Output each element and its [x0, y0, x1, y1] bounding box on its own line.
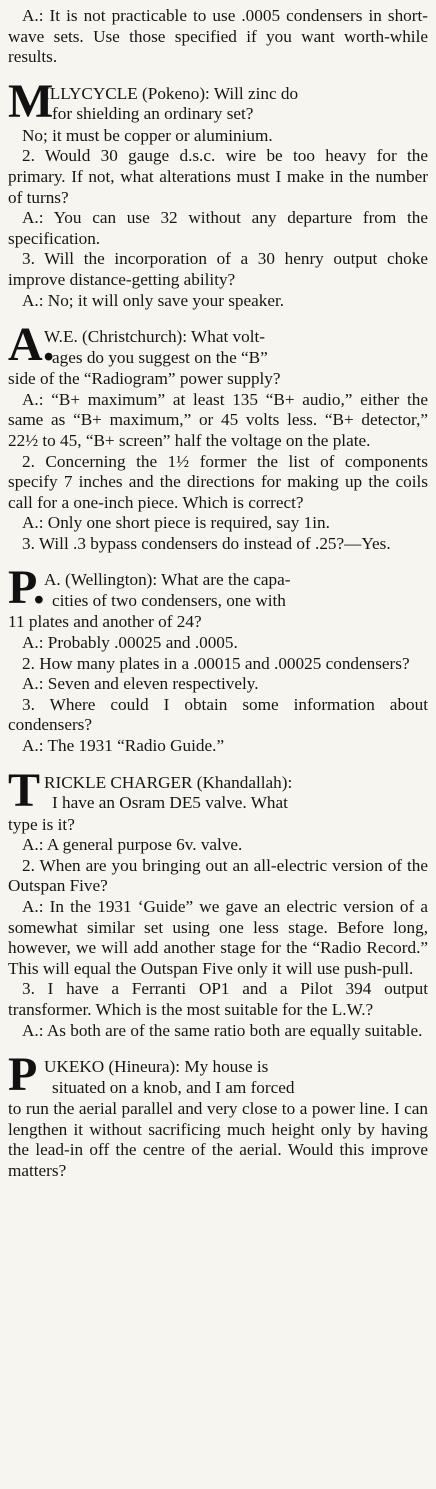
query-heading [8, 1048, 428, 1102]
query-heading-line2: ages do you suggest on the “B” [52, 347, 268, 367]
query-heading-line2: for shielding an ordinary set? [52, 104, 254, 124]
section-trickle-charger [8, 763, 428, 1042]
query-heading [8, 561, 428, 615]
query-heading-line1: UKEKO (Hineura): My house is [44, 1057, 269, 1077]
query-heading [8, 763, 428, 817]
query-heading-line2: situated on a knob, and I am forced [52, 1077, 295, 1097]
question-paragraph: 3. Will .3 bypass condensers do instead of .25?—Yes. [22, 533, 391, 553]
drop-cap: T [8, 763, 41, 817]
drop-cap: P. [8, 561, 45, 615]
section-pukeko [8, 1048, 428, 1181]
section-pa [8, 561, 428, 756]
section-awe [8, 318, 428, 554]
answer-paragraph: A.: “B+ maximum” at least 135 “B+ audio,” either the same as “B+ maximum,” or 45 volts less. “B+ detector,” 22½ to 45, “B+ screen” half the voltage on the plate. [8, 389, 428, 450]
answer-paragraph: A.: Seven and eleven respectively. [22, 674, 259, 694]
question-paragraph: 11 plates and another of 24? [8, 612, 202, 632]
answer-paragraph: A.: A general purpose 6v. valve. [22, 835, 243, 855]
question-paragraph: 3. I have a Ferranti OP1 and a Pilot 394 output transformer. Which is the most suitable for the L.W.? [8, 979, 428, 1019]
question-paragraph: 2. When are you bringing out an all-electric version of the Outspan Five? [8, 855, 428, 896]
query-heading-line1: A. (Wellington): What are the capa- [44, 570, 291, 590]
answer-paragraph: A.: The 1931 “Radio Guide.” [22, 736, 225, 756]
answer-paragraph: A.: Probably .00025 and .0005. [22, 633, 238, 653]
query-heading [8, 74, 428, 128]
answer-paragraph: A.: You can use 32 without any departure from the specification. [8, 208, 428, 248]
question-paragraph: 2. How many plates in a .00015 and .00025 condensers? [22, 653, 410, 673]
section-millycycle [8, 74, 428, 311]
question-paragraph: to run the aerial parallel and very close to a power line. I can lengthen it without sacrificing much height only by having the lead-in off the centre of the aerial. Would this improve matters? [8, 1099, 428, 1180]
answer-paragraph: A.: Only one short piece is required, say 1in. [22, 513, 330, 533]
question-paragraph: 2. Would 30 gauge d.s.c. wire be too heavy for the primary. If not, what alterations must I make in the number of turns? [8, 146, 428, 207]
question-paragraph: 2. Concerning the 1½ former the list of components specify 7 inches and the directions for making up the coils call for a one-inch piece. Which is correct? [8, 451, 428, 512]
drop-cap: A. [8, 318, 55, 372]
answer-paragraph: A.: No; it will only save your speaker. [22, 290, 285, 310]
query-heading [8, 318, 428, 372]
query-heading-line1: ILLYCYCLE (Pokeno): Will zinc do [44, 83, 299, 103]
drop-cap: M [8, 74, 54, 128]
question-paragraph: 3. Where could I obtain some information about condensers? [8, 694, 428, 735]
section-intro [8, 6, 428, 68]
query-heading-line2: cities of two condensers, one with [52, 591, 286, 611]
query-heading-line1: W.E. (Christchurch): What volt- [44, 327, 266, 347]
answer-paragraph: No; it must be copper or aluminium. [22, 125, 273, 145]
answer-paragraph: A.: In the 1931 ‘Guide” we gave an electric version of a somewhat similar set using one less stage. Before long, however, we will add another stage for the “Radio Record.” This will equal the Outspan Five only it will use push-pull. [8, 897, 428, 978]
question-paragraph: side of the “Radiogram” power supply? [8, 369, 281, 389]
query-heading-line1: RICKLE CHARGER (Khandallah): [44, 772, 293, 792]
query-heading-line2: I have an Osram DE5 valve. What [52, 793, 288, 813]
question-paragraph: type is it? [8, 814, 75, 834]
drop-cap: P [8, 1048, 38, 1102]
question-paragraph: 3. Will the incorporation of a 30 henry output choke improve distance-getting ability? [8, 249, 428, 289]
answer-paragraph: A.: As both are of the same ratio both are equally suitable. [22, 1020, 423, 1040]
answer-paragraph: A.: It is not practicable to use .0005 condensers in short-wave sets. Use those specified if you want worth-while results. [8, 6, 428, 67]
